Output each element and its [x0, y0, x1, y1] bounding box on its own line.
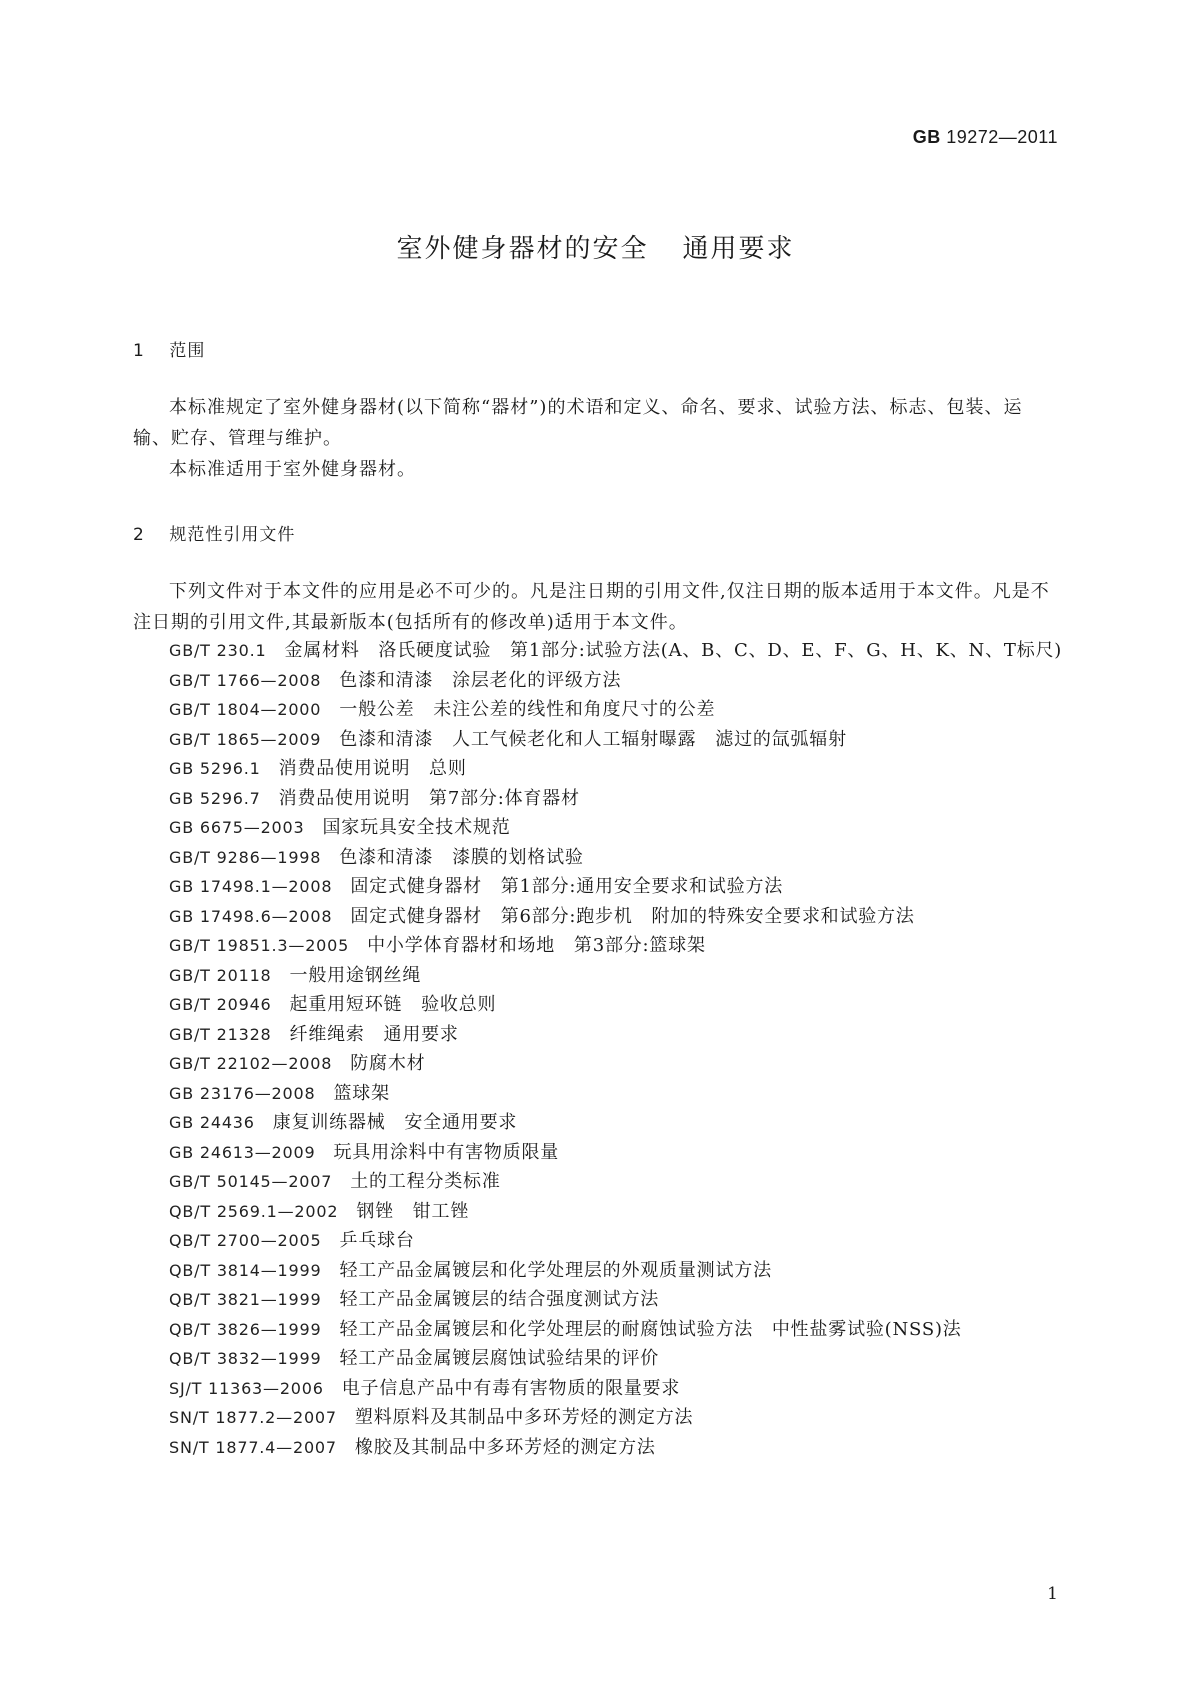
reference-item: [169, 754, 1062, 784]
title-sub: 通用要求: [682, 234, 795, 264]
reference-item: [169, 1256, 1062, 1286]
reference-title: 起重用短环链 验收总则: [289, 994, 497, 1015]
references-intro-paragraph: 下列文件对于本文件的应用是必不可少的。凡是注日期的引用文件,仅注日期的版本适用于本文件。凡是不注日期的引用文件,其最新版本(包括所有的修改单)适用于本文件。: [133, 581, 1050, 633]
reference-title: 色漆和清漆 人工气候老化和人工辐射曝露 滤过的氙弧辐射: [339, 728, 847, 750]
scope-paragraph: 本标准规定了室外健身器材(以下简称“器材”)的术语和定义、命名、要求、试验方法、标志、包装、运输、贮存、管理与维护。: [133, 397, 1023, 449]
reference-code: GB 23176—2008: [169, 1083, 316, 1103]
reference-item: [169, 1403, 1062, 1433]
reference-title: 轻工产品金属镀层的结合强度测试方法: [339, 1289, 660, 1310]
reference-title: 橡胶及其制品中多环芳烃的测定方法: [354, 1436, 656, 1458]
reference-item: [169, 1049, 1062, 1079]
reference-title: 乒乓球台: [339, 1230, 415, 1251]
reference-code: QB/T 3832—1999: [169, 1349, 322, 1368]
reference-title: 轻工产品金属镀层和化学处理层的外观质量测试方法: [339, 1259, 772, 1281]
section-2-number: 2: [133, 525, 145, 545]
section-2-title: 规范性引用文件: [169, 525, 296, 545]
reference-code: GB/T 1865—2009: [169, 729, 322, 749]
reference-code: GB/T 20118: [169, 965, 272, 985]
reference-title: 国家玩具安全技术规范: [322, 817, 511, 838]
reference-list: [169, 636, 1062, 1462]
reference-title: 固定式健身器材 第1部分:通用安全要求和试验方法: [350, 876, 784, 897]
reference-item: [169, 636, 1062, 666]
reference-title: 轻工产品金属镀层和化学处理层的耐腐蚀试验方法 中性盐雾试验(NSS)法: [339, 1318, 962, 1340]
reference-item: [169, 784, 1062, 814]
reference-title: 塑料原料及其制品中多环芳烃的测定方法: [354, 1407, 694, 1428]
reference-code: GB 6675—2003: [169, 818, 305, 837]
reference-title: 固定式健身器材 第6部分:跑步机 附加的特殊安全要求和试验方法: [350, 905, 915, 927]
reference-code: GB/T 19851.3—2005: [169, 936, 350, 955]
section-1-title: 范围: [169, 341, 206, 361]
section-1-number: 1: [133, 341, 145, 361]
reference-code: GB/T 1804—2000: [169, 700, 322, 719]
reference-code: QB/T 2569.1—2002: [169, 1201, 339, 1221]
reference-title: 色漆和清漆 漆膜的划格试验: [339, 846, 584, 868]
section-1-body: [133, 392, 1058, 485]
reference-code: GB 17498.1—2008: [169, 877, 333, 896]
reference-title: 篮球架: [333, 1082, 390, 1104]
reference-title: 消费品使用说明 第7部分:体育器材: [278, 787, 580, 809]
reference-title: 电子信息产品中有毒有害物质的限量要求: [341, 1377, 681, 1399]
standard-prefix: GB: [912, 127, 941, 147]
reference-item: [169, 990, 1062, 1020]
reference-title: 轻工产品金属镀层腐蚀试验结果的评价: [339, 1348, 660, 1369]
reference-item: [169, 1079, 1062, 1109]
reference-title: 金属材料 洛氏硬度试验 第1部分:试验方法(A、B、C、D、E、F、G、H、K、N、T标尺): [284, 640, 1063, 661]
reference-title: 防腐木材: [350, 1053, 426, 1074]
document-title: [0, 228, 1191, 265]
reference-code: GB/T 21328: [169, 1024, 272, 1044]
reference-item: [169, 695, 1062, 725]
section-2-heading: [133, 520, 295, 545]
applicability-paragraph: 本标准适用于室外健身器材。: [169, 459, 416, 480]
section-1-heading: [133, 336, 205, 361]
standard-code: 19272—2011: [946, 127, 1058, 147]
reference-title: 康复训练器械 安全通用要求: [272, 1112, 518, 1133]
reference-item: [169, 1108, 1062, 1138]
reference-item: [169, 902, 1062, 932]
reference-title: 土的工程分类标准: [350, 1171, 501, 1192]
reference-item: [169, 1285, 1062, 1315]
reference-code: GB 24436: [169, 1113, 255, 1132]
reference-code: GB/T 9286—1998: [169, 847, 322, 867]
reference-code: GB 17498.6—2008: [169, 906, 333, 926]
reference-item: [169, 931, 1062, 961]
reference-item: [169, 725, 1062, 755]
reference-item: [169, 1167, 1062, 1197]
reference-item: [169, 813, 1062, 843]
section-2-intro: [133, 576, 1058, 638]
reference-code: QB/T 3826—1999: [169, 1319, 322, 1339]
reference-code: GB 24613—2009: [169, 1142, 316, 1162]
reference-title: 一般公差 未注公差的线性和角度尺寸的公差: [339, 699, 716, 720]
reference-item: [169, 843, 1062, 873]
reference-code: GB/T 50145—2007: [169, 1172, 333, 1191]
standard-number: [913, 127, 1058, 148]
reference-code: QB/T 2700—2005: [169, 1231, 322, 1250]
reference-item: [169, 1020, 1062, 1050]
reference-code: QB/T 3821—1999: [169, 1290, 322, 1309]
reference-code: GB 5296.7: [169, 788, 261, 808]
reference-code: SJ/T 11363—2006: [169, 1378, 324, 1398]
reference-item: [169, 1226, 1062, 1256]
reference-title: 一般用途钢丝绳: [289, 964, 422, 986]
reference-title: 中小学体育器材和场地 第3部分:篮球架: [367, 935, 706, 956]
reference-code: GB 5296.1: [169, 759, 261, 778]
reference-item: [169, 872, 1062, 902]
reference-code: GB/T 22102—2008: [169, 1054, 333, 1073]
page-number: 1: [1047, 1584, 1058, 1604]
reference-code: SN/T 1877.4—2007: [169, 1437, 337, 1457]
reference-title: 钢锉 钳工锉: [356, 1200, 470, 1222]
reference-item: [169, 1197, 1062, 1227]
reference-item: [169, 1315, 1062, 1345]
reference-title: 纤维绳索 通用要求: [289, 1023, 459, 1045]
reference-title: 消费品使用说明 总则: [278, 758, 467, 779]
reference-item: [169, 1374, 1062, 1404]
reference-item: [169, 666, 1062, 696]
reference-item: [169, 1433, 1062, 1463]
reference-code: QB/T 3814—1999: [169, 1260, 322, 1280]
reference-code: GB/T 230.1: [169, 641, 267, 660]
reference-item: [169, 1138, 1062, 1168]
reference-code: GB/T 1766—2008: [169, 670, 322, 690]
reference-code: SN/T 1877.2—2007: [169, 1408, 337, 1427]
reference-title: 色漆和清漆 涂层老化的评级方法: [339, 669, 622, 691]
reference-code: GB/T 20946: [169, 995, 272, 1014]
title-main: 室外健身器材的安全: [396, 234, 649, 264]
reference-item: [169, 1344, 1062, 1374]
reference-item: [169, 961, 1062, 991]
reference-title: 玩具用涂料中有害物质限量: [333, 1141, 560, 1163]
